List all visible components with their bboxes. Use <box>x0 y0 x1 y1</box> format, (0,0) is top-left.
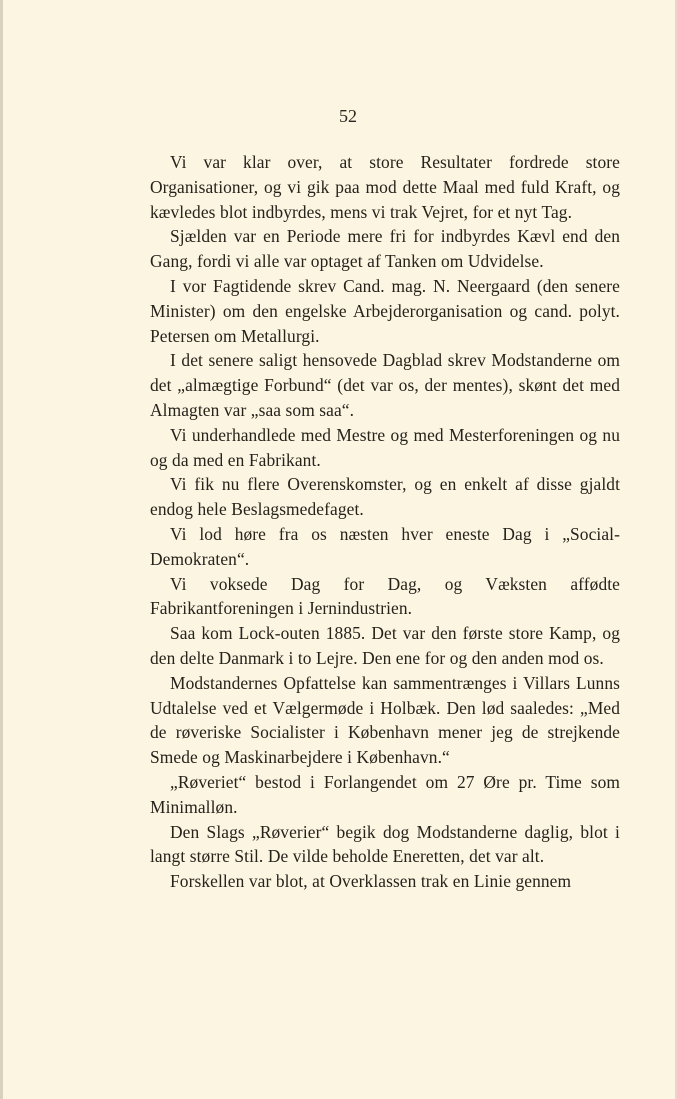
paragraph: Den Slags „Røverier“ begik dog Modstanderne daglig, blot i langt større Stil. De vilde beholde Eneretten, det var alt. <box>150 821 620 867</box>
paragraph: I det senere saligt hensovede Dagblad skrev Modstanderne om det „almægtige Forbund“ (det var os, der mentes), skønt det med Almagten var „saa som saa“. <box>150 350 620 420</box>
paragraph: „Røveriet“ bestod i Forlangendet om 27 Øre pr. Time som Minimalløn. <box>150 771 620 817</box>
paragraph: I vor Fagtidende skrev Cand. mag. N. Neergaard (den senere Minister) om den engelske Arbejderorganisation og cand. polyt. Petersen om Metallurgi. <box>150 275 620 346</box>
paragraph: Vi voksede Dag for Dag, og Væksten affødte Fabrikantforeningen i Jernindustrien. <box>150 573 620 619</box>
page-number: 52 <box>339 106 357 126</box>
paragraph: Sjælden var en Periode mere fri for indbyrdes Kævl end den Gang, fordi vi alle var optaget af Tanken om Udvidelse. <box>150 226 620 272</box>
paragraph: Forskellen var blot, at Overklassen trak en Linie gennem <box>170 871 572 892</box>
paragraph: Vi lod høre fra os næsten hver eneste Dag i „Social-Demokraten“. <box>150 523 620 569</box>
paragraph: Saa kom Lock-outen 1885. Det var den første store Kamp, og den delte Danmark i to Lejre. Den ene for og den anden mod os. <box>150 623 620 668</box>
paragraph: Modstandernes Opfattelse kan sammentrænges i Villars Lunns Udtalelse ved et Vælgermøde i Holbæk. Den lød saaledes: „Med de røveriske Socialister i København mener jeg de strejkende Smede og Maskinarbejdere i København.“ <box>150 672 620 768</box>
paragraph: Vi var klar over, at store Resultater fordrede store Organisationer, og vi gik paa mod dette Maal med fuld Kraft, og kævledes blot indbyrdes, mens vi trak Vejret, for et nyt Tag. <box>150 152 620 222</box>
paragraph: Vi fik nu flere Overenskomster, og en enkelt af disse gjaldt endog hele Beslagsmedefaget. <box>150 474 620 520</box>
paragraph: Vi underhandlede med Mestre og med Mesterforeningen og nu og da med en Fabrikant. <box>150 424 620 470</box>
body-text <box>150 150 620 894</box>
